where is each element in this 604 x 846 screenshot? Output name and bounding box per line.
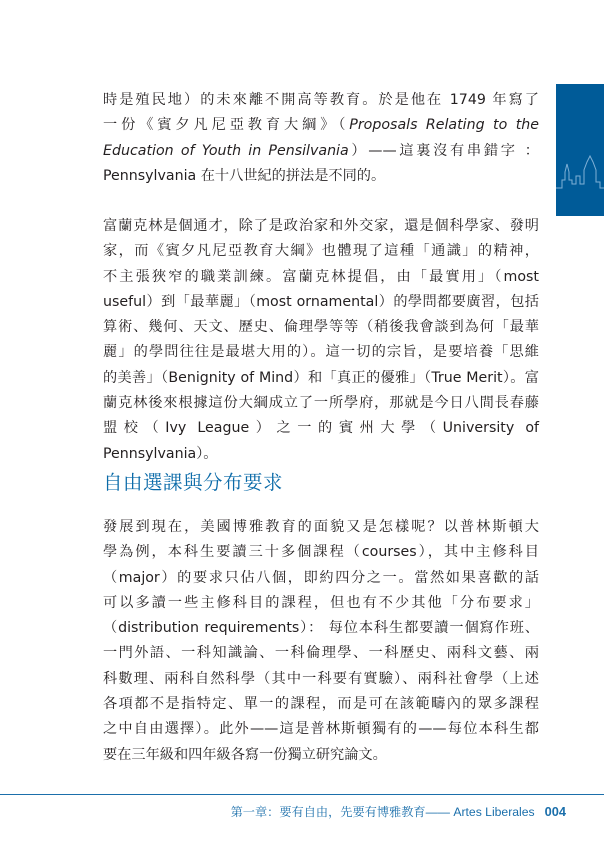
paragraph-1 [103, 88, 539, 189]
paragraph-3 [103, 515, 539, 768]
paragraph-line: 算術、幾何、天文、歷史、倫理學等等（稍後我會談到為何「最華 [103, 319, 539, 336]
paragraph-line: 蘭克林後來根據這份大綱成立了一所學府，那就是今日八間長春藤 [103, 395, 539, 412]
page-number: 004 [544, 804, 566, 819]
paragraph-line: 盟校（Ivy League）之一的賓州大學（University of Pennsylvania）。 [103, 420, 539, 462]
italic-title: Education of Youth in Pensilvania [103, 142, 349, 159]
paragraph-line: 要在三年級和四年級各寫一份獨立研究論文。 [103, 746, 387, 763]
paragraph-line: 之中自由選擇）。此外——這是普林斯頓獨有的——每位本科生都 [103, 721, 539, 738]
paragraph-line: 一份《賓夕凡尼亞教育大綱》（Proposals Relating to the [103, 117, 539, 134]
running-footer [231, 803, 566, 820]
paragraph-line: 家，而《賓夕凡尼亞教育大綱》也體現了這種「通識」的精神， [103, 243, 539, 260]
paragraph-line: 可以多讀一些主修科目的課程，但也有不少其他「分布要求」 [103, 594, 539, 611]
paragraph-line: 各項都不是指特定、單一的課程，而是可在該範疇內的眾多課程 [103, 696, 539, 713]
paragraph-line: （major）的要求只佔八個，即約四分之一。當然如果喜歡的話 [103, 569, 539, 586]
skyline-outline-icon [556, 84, 604, 216]
paragraph-line: 的美善」（Benignity of Mind）和「真正的優雅」（True Merit）。富 [103, 369, 539, 386]
section-heading: 自由選課與分布要求 [103, 471, 284, 494]
paragraph-line: 發展到現在，美國博雅教育的面貌又是怎樣呢？以普林斯頓大 [103, 519, 539, 535]
paragraph-line: 科數理、兩科自然科學（其中一科要有實驗）、兩科社會學（上述 [103, 670, 539, 687]
chapter-side-tab [556, 84, 604, 216]
paragraph-line: 富蘭克林是個通才，除了是政治家和外交家，還是個科學家、發明 [103, 218, 539, 234]
paragraph-2 [103, 214, 539, 467]
paragraph-line: Pennsylvania 在十八世紀的拼法是不同的。 [103, 167, 386, 184]
footer-divider [0, 794, 604, 795]
paragraph-line: （distribution requirements）： 每位本科生都要讀一個寫作班、 [103, 620, 539, 637]
paragraph-line: 學為例，本科生要讀三十多個課程（courses），其中主修科目 [103, 544, 539, 561]
chapter-title: 第一章：要有自由，先要有博雅教育—— Artes Liberales [230, 805, 535, 819]
paragraph-line: Education of Youth in Pensilvania）——這裏沒有串錯字 ： [103, 142, 539, 159]
paragraph-line: 不主張狹窄的職業訓練。富蘭克林提倡，由「最實用」（most [103, 268, 539, 285]
paragraph-line: 時是殖民地）的未來離不開高等教育。於是他在 1749 年寫了 [103, 92, 539, 108]
italic-title: Proposals Relating to the [349, 117, 539, 134]
paragraph-line: 一門外語、一科知識論、一科倫理學、一科歷史、兩科文藝、兩 [103, 645, 539, 662]
paragraph-line: useful）到「最華麗」（most ornamental）的學問都要廣習，包括 [103, 293, 539, 310]
paragraph-line: 麗」的學問往往是最堪大用的）。這一切的宗旨，是要培養「思維 [103, 344, 539, 361]
